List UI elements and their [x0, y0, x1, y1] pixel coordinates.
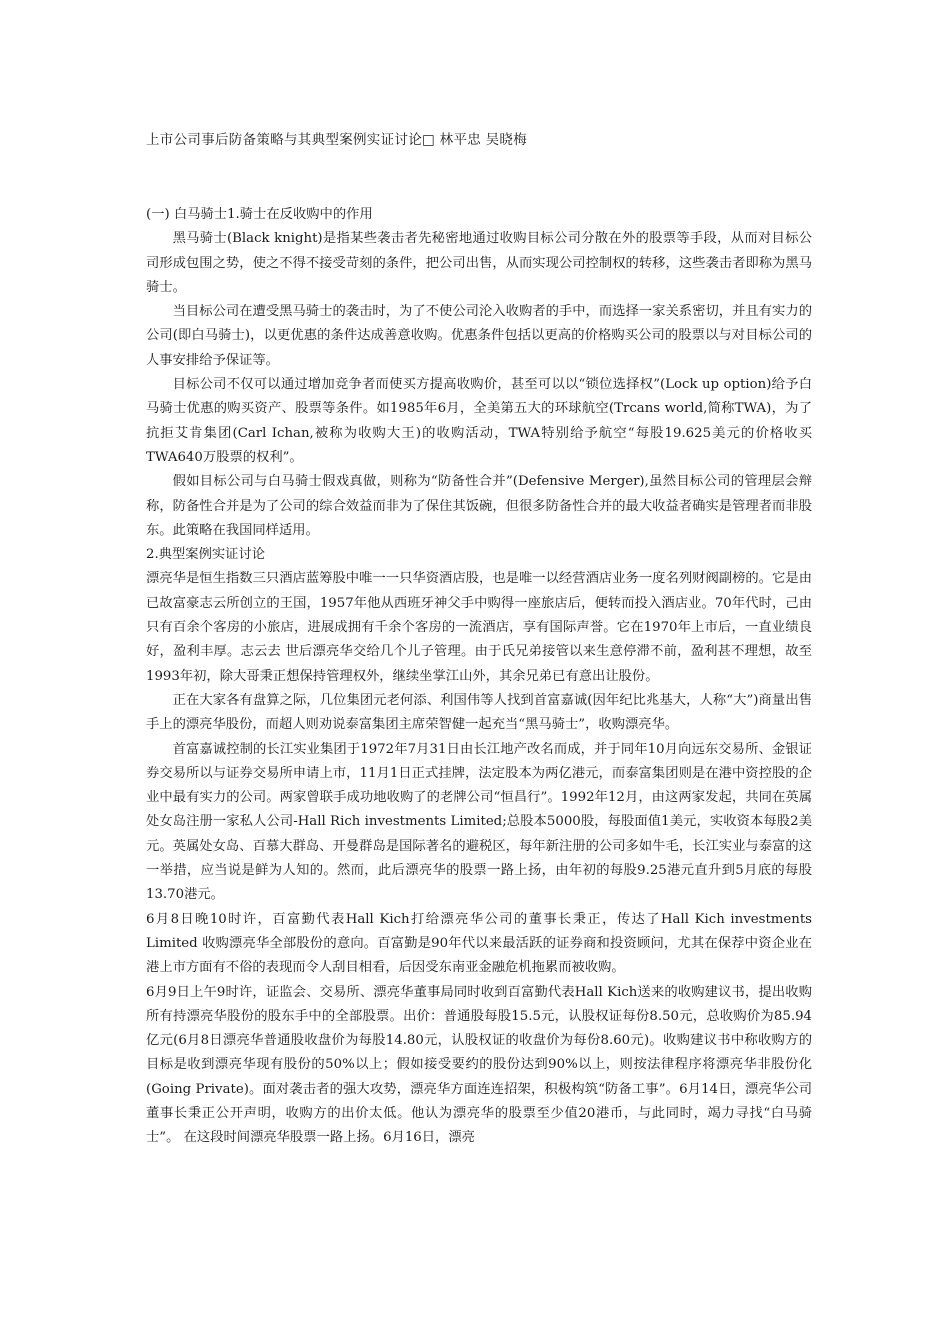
body-paragraph: 黑马骑士(Black knight)是指某些袭击者先秘密地通过收购目标公司分散在外的股票等手段，从而对目标公司形成包围之势，使之不得不接受苛刻的条件，把公司出售，从而实现公司控制权的转移，这些袭击者即称为黑马骑士。 — [146, 231, 812, 295]
section-paragraph: 2.典型案例实证讨论 — [146, 547, 266, 563]
section-paragraph: 6月8日晚10时许，百富勤代表Hall Kich打给漂亮华公司的董事长秉正，传达了Hall Kich investments Limited 收购漂亮华全部股份的意向。百富勤是90年代以来最活跃的证券商和投资顾问，尤其在保荐中资企业在港上市方面有不俗的表现而令人刮目相看，后因受东南亚金融危机拖累而被收购。 — [146, 911, 812, 976]
body-paragraph: 正在大家各有盘算之际，几位集团元老何添、利国伟等人找到首富嘉诚(因年纪比兆基大，人称“大”)商量出售手上的漂亮华股份，而超人则劝说泰富集团主席荣智健一起充当“黑马骑士”，收购漂亮华。 — [146, 692, 812, 733]
section-paragraph: 6月9日上午9时许，证监会、交易所、漂亮华董事局同时收到百富勤代表Hall Kich送来的收购建议书，提出收购所有持漂亮华股份的股东手中的全部股票。出价：普通股每股15.5元，认股权证每份8.50元，总收购价为85.94亿元(6月8日漂亮华普通股收盘价为每股14.80元，认股权证的收盘价为每份8.60元)。收购建议书中称收购方的目标是收到漂亮华现有股份的50%以上；假如接受要约的股份达到90%以上，则按法律程序将漂亮华非股份化(Going Private)。面对袭击者的强大攻势，漂亮华方面连连招架，积极构筑“防备工事”。6月14日，漂亮华公司董事长秉正公开声明，收购方的出价太低。他认为漂亮华的股票至少值20港币，与此同时，竭力寻找“白马骑士”。 在这段时间漂亮华股票一路上扬。6月16日，漂亮 — [146, 984, 812, 1146]
body-paragraph: 首富嘉诚控制的长江实业集团于1972年7月31日由长江地产改名而成，并于同年10月向远东交易所、金银证券交易所以与证券交易所申请上市，11月1日正式挂牌，法定股本为两亿港元，而泰富集团则是在港中资控股的企业中最有实力的公司。两家曾联手成功地收购了的老牌公司“恒昌行”。1992年12月，由这两家发起，共同在英属处女岛注册一家私人公司-Hall Rich investments Limited;总股本5000股，每股面值1美元，实收资本每股2美元。英属处女岛、百慕大群岛、开曼群岛是国际著名的避税区，每年新注册的公司多如牛毛，长江实业与泰富的这一举措，应当说是鲜为人知的。然而，此后漂亮华的股票一路上扬，由年初的每股9.25港元直升到5月底的每股13.70港元。 — [146, 741, 812, 903]
body-paragraph: 假如目标公司与白马骑士假戏真做，则称为“防备性合并”(Defensive Merger),虽然目标公司的管理层会辩称，防备性合并是为了公司的综合效益而非为了保住其饭碗，但很多防备性合并的最大收益者确实是管理者而非股东。此策略在我国同样适用。 — [146, 474, 812, 538]
section-paragraph: (一) 白马骑士1.骑士在反收购中的作用 — [146, 207, 373, 222]
body-paragraph: 当目标公司在遭受黑马骑士的袭击时，为了不使公司沦入收购者的手中，而选择一家关系密切，并且有实力的公司(即白马骑士)，以更优惠的条件达成善意收购。优惠条件包括以更高的价格购买公司的股票以与对目标公司的人事安排给予保证等。 — [146, 304, 812, 368]
document-body — [146, 203, 812, 1151]
section-paragraph: 漂亮华是恒生指数三只酒店蓝筹股中唯一一只华资酒店股，也是唯一以经营酒店业务一度名列财阀副榜的。它是由已故富豪志云所创立的王国，1957年他从西班牙神父手中购得一座旅店后，便转而投入酒店业。70年代时，己由只有百余个客房的小旅店，进展成拥有千余个客房的一流酒店，享有国际声誉。它在1970年上市后，一直业绩良好，盈利丰厚。志云去 世后漂亮华交给几个儿子管理。由于氏兄弟接管以来生意停滞不前，盈利甚不理想，故至1993年初，除大哥秉正想保持管理权外，继续坐掌江山外，其余兄弟已有意出让股份。 — [146, 571, 812, 684]
document-title: 上市公司事后防备策略与其典型案例实证讨论□ 林平忠 吴晓梅 — [146, 132, 528, 148]
body-paragraph: 目标公司不仅可以通过增加竞争者而使买方提高收购价，甚至可以以“锁位选择权”(Lock up option)给予白马骑士优惠的购买资产、股票等条件。如1985年6月，全美第五大的环球航空(Trcans world,简称TWA)，为了抗拒艾肯集团(Carl Ichan,被称为收购大王)的收购活动，TWA特别给予航空“每股19.625美元的价格收买TWA640万股票的权利”。 — [146, 377, 812, 465]
